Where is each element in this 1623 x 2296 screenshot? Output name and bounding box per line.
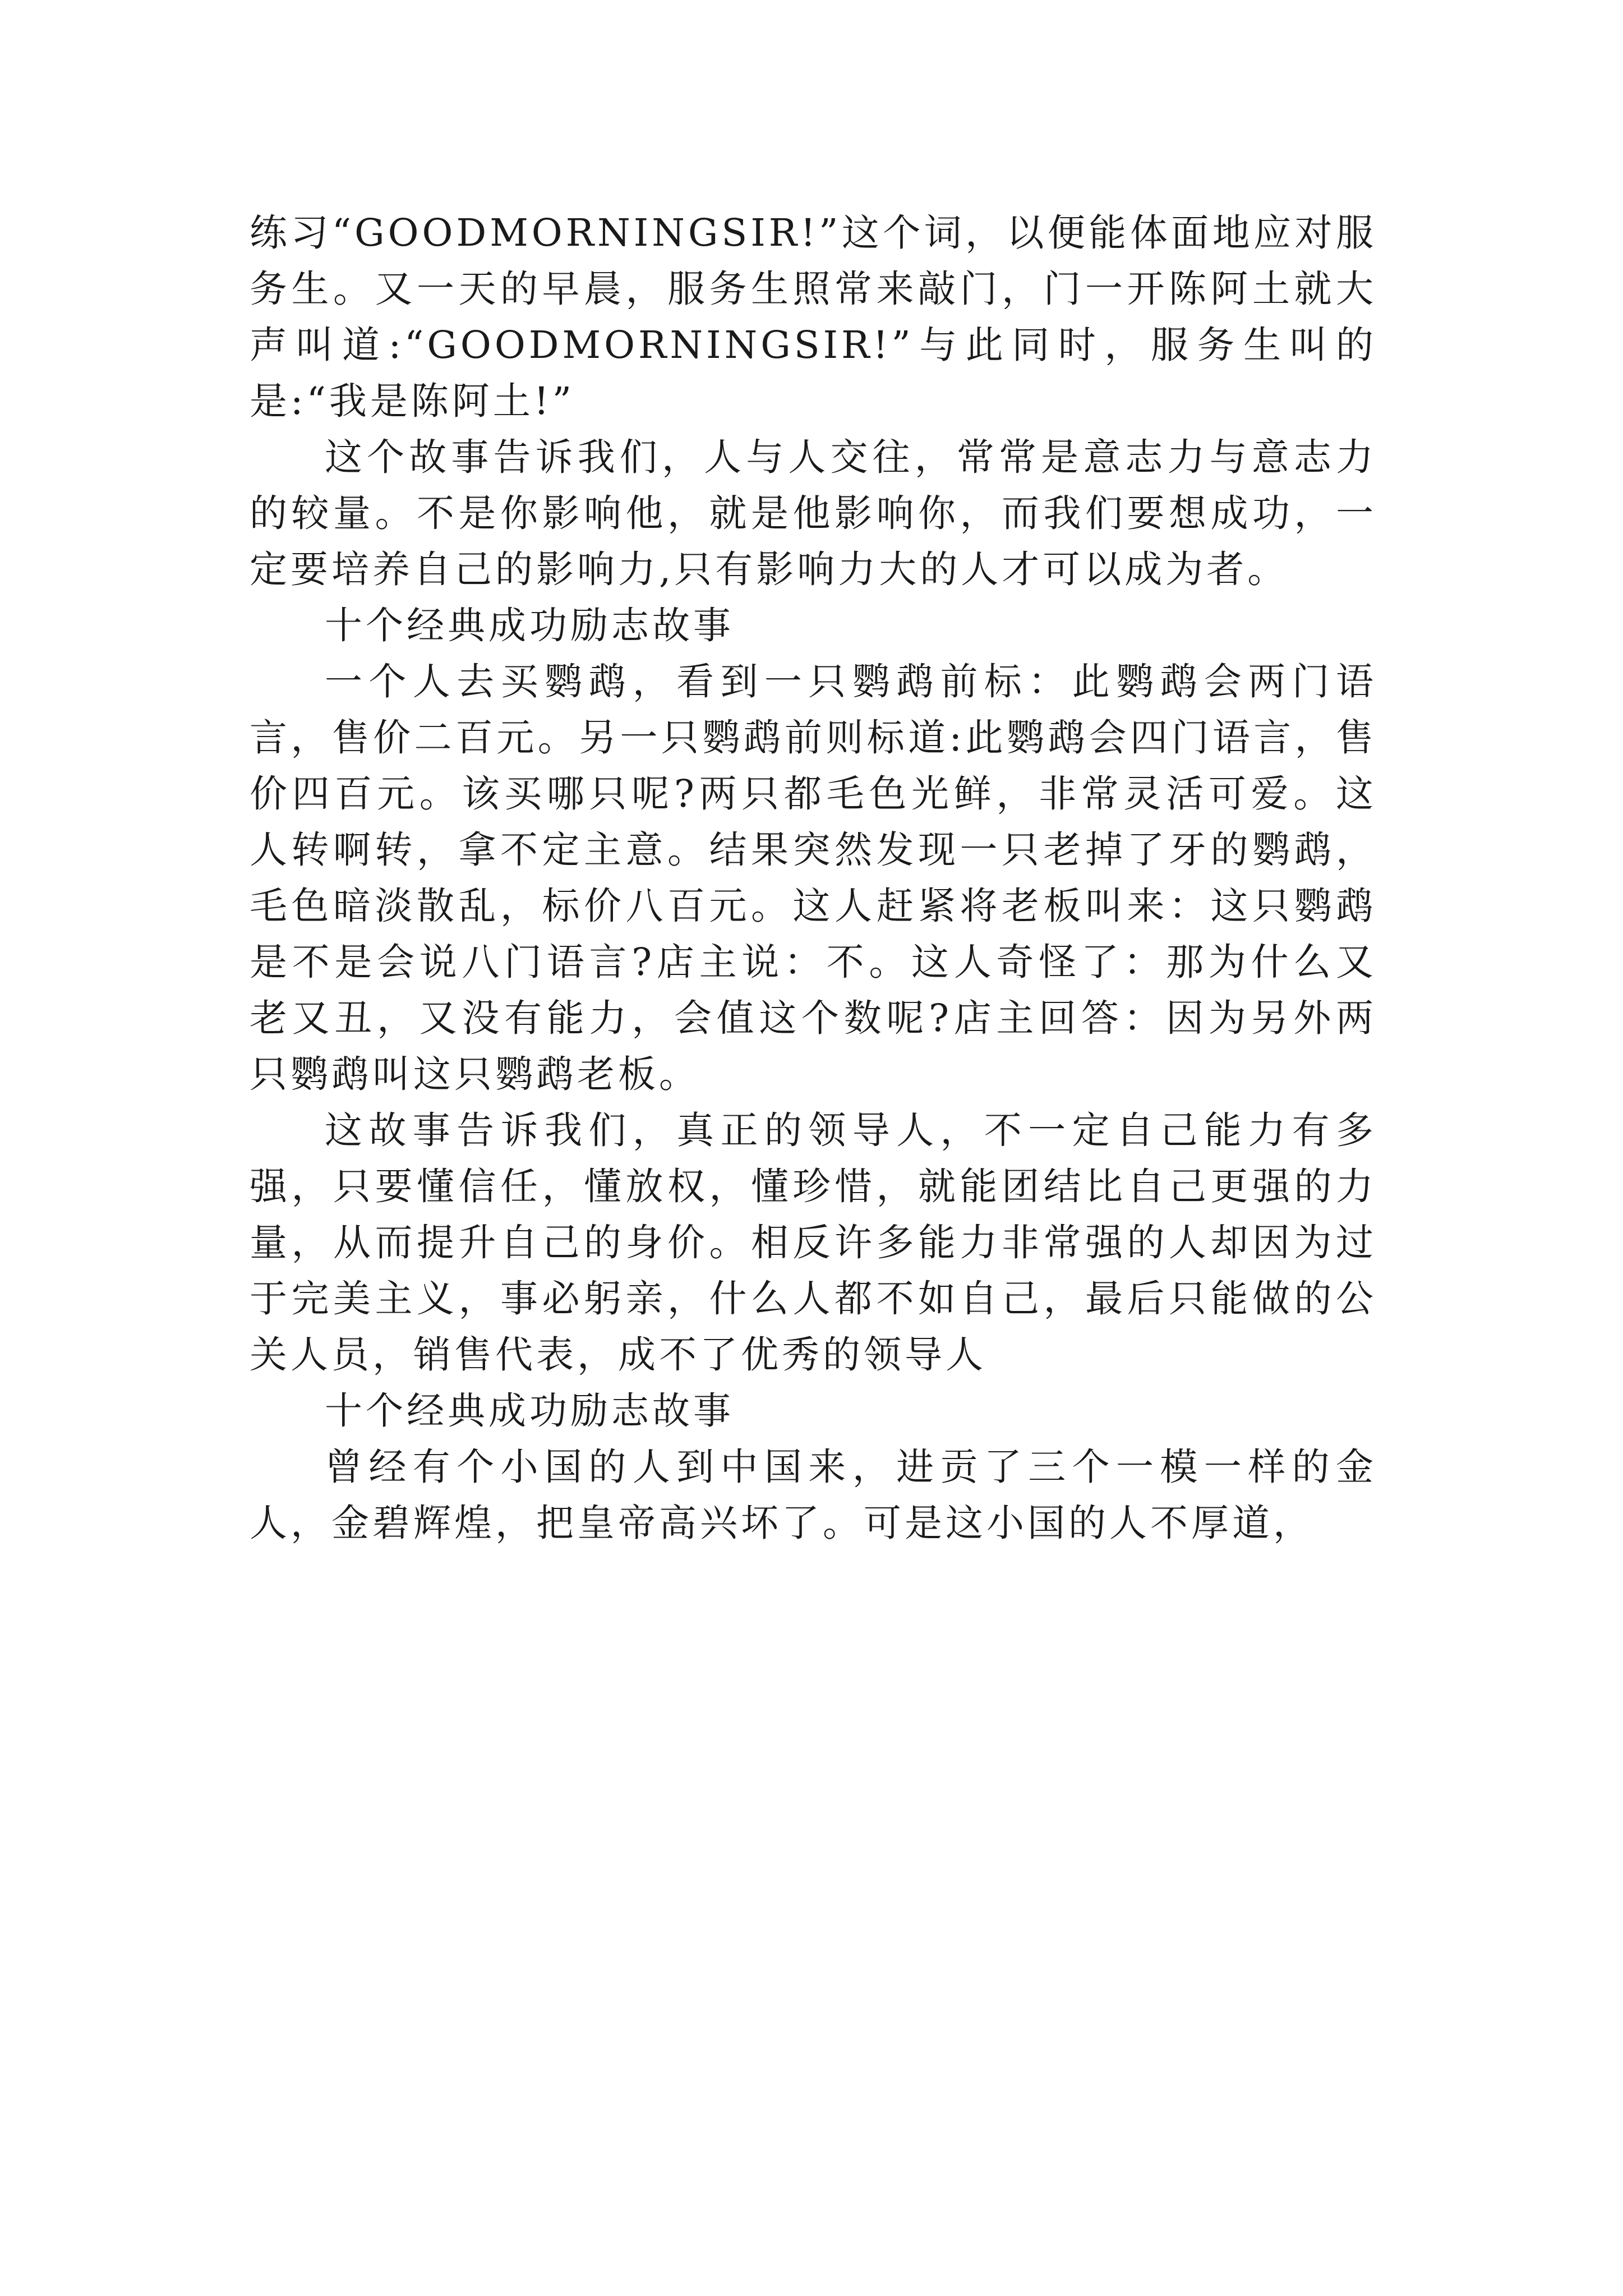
paragraph-leadership-moral: 这故事告诉我们，真正的领导人，不一定自己能力有多强，只要懂信任，懂放权，懂珍惜，就能团结比自己更强的力量，从而提升自己的身价。相反许多能力非常强的人却因为过于完美主义，事必躬亲，什么人都不如自己，最后只能做的公关人员，销售代表，成不了优秀的领导人 (250, 1108, 1377, 1377)
section-heading: 十个经典成功励志故事 (325, 604, 734, 647)
document-body (250, 205, 1377, 1551)
section-heading: 十个经典成功励志故事 (325, 1389, 734, 1433)
paragraph-continuation: 练习“GOODMORNINGSIR!”这个词，以便能体面地应对服务生。又一天的早晨，服务生照常来敲门，门一开陈阿土就大声叫道:“GOODMORNINGSIR!”与此同时，服务生叫的是:“我是陈阿土!” (250, 211, 1377, 423)
paragraph-parrot-story: 一个人去买鹦鹉，看到一只鹦鹉前标：此鹦鹉会两门语言，售价二百元。另一只鹦鹉前则标道:此鹦鹉会四门语言，售价四百元。该买哪只呢?两只都毛色光鲜，非常灵活可爱。这人转啊转，拿不定主意。结果突然发现一只老掉了牙的鹦鹉，毛色暗淡散乱，标价八百元。这人赶紧将老板叫来：这只鹦鹉是不是会说八门语言?店主说：不。这人奇怪了：那为什么又老又丑，又没有能力，会值这个数呢?店主回答：因为另外两只鹦鹉叫这只鹦鹉老板。 (250, 660, 1377, 1096)
paragraph-influence-moral: 这个故事告诉我们，人与人交往，常常是意志力与意志力的较量。不是你影响他，就是他影响你，而我们要想成功，一定要培养自己的影响力,只有影响力大的人才可以成为者。 (250, 435, 1377, 591)
paragraph-golden-men-story: 曾经有个小国的人到中国来，进贡了三个一模一样的金人，金碧辉煌，把皇帝高兴坏了。可是这小国的人不厚道， (250, 1445, 1377, 1545)
